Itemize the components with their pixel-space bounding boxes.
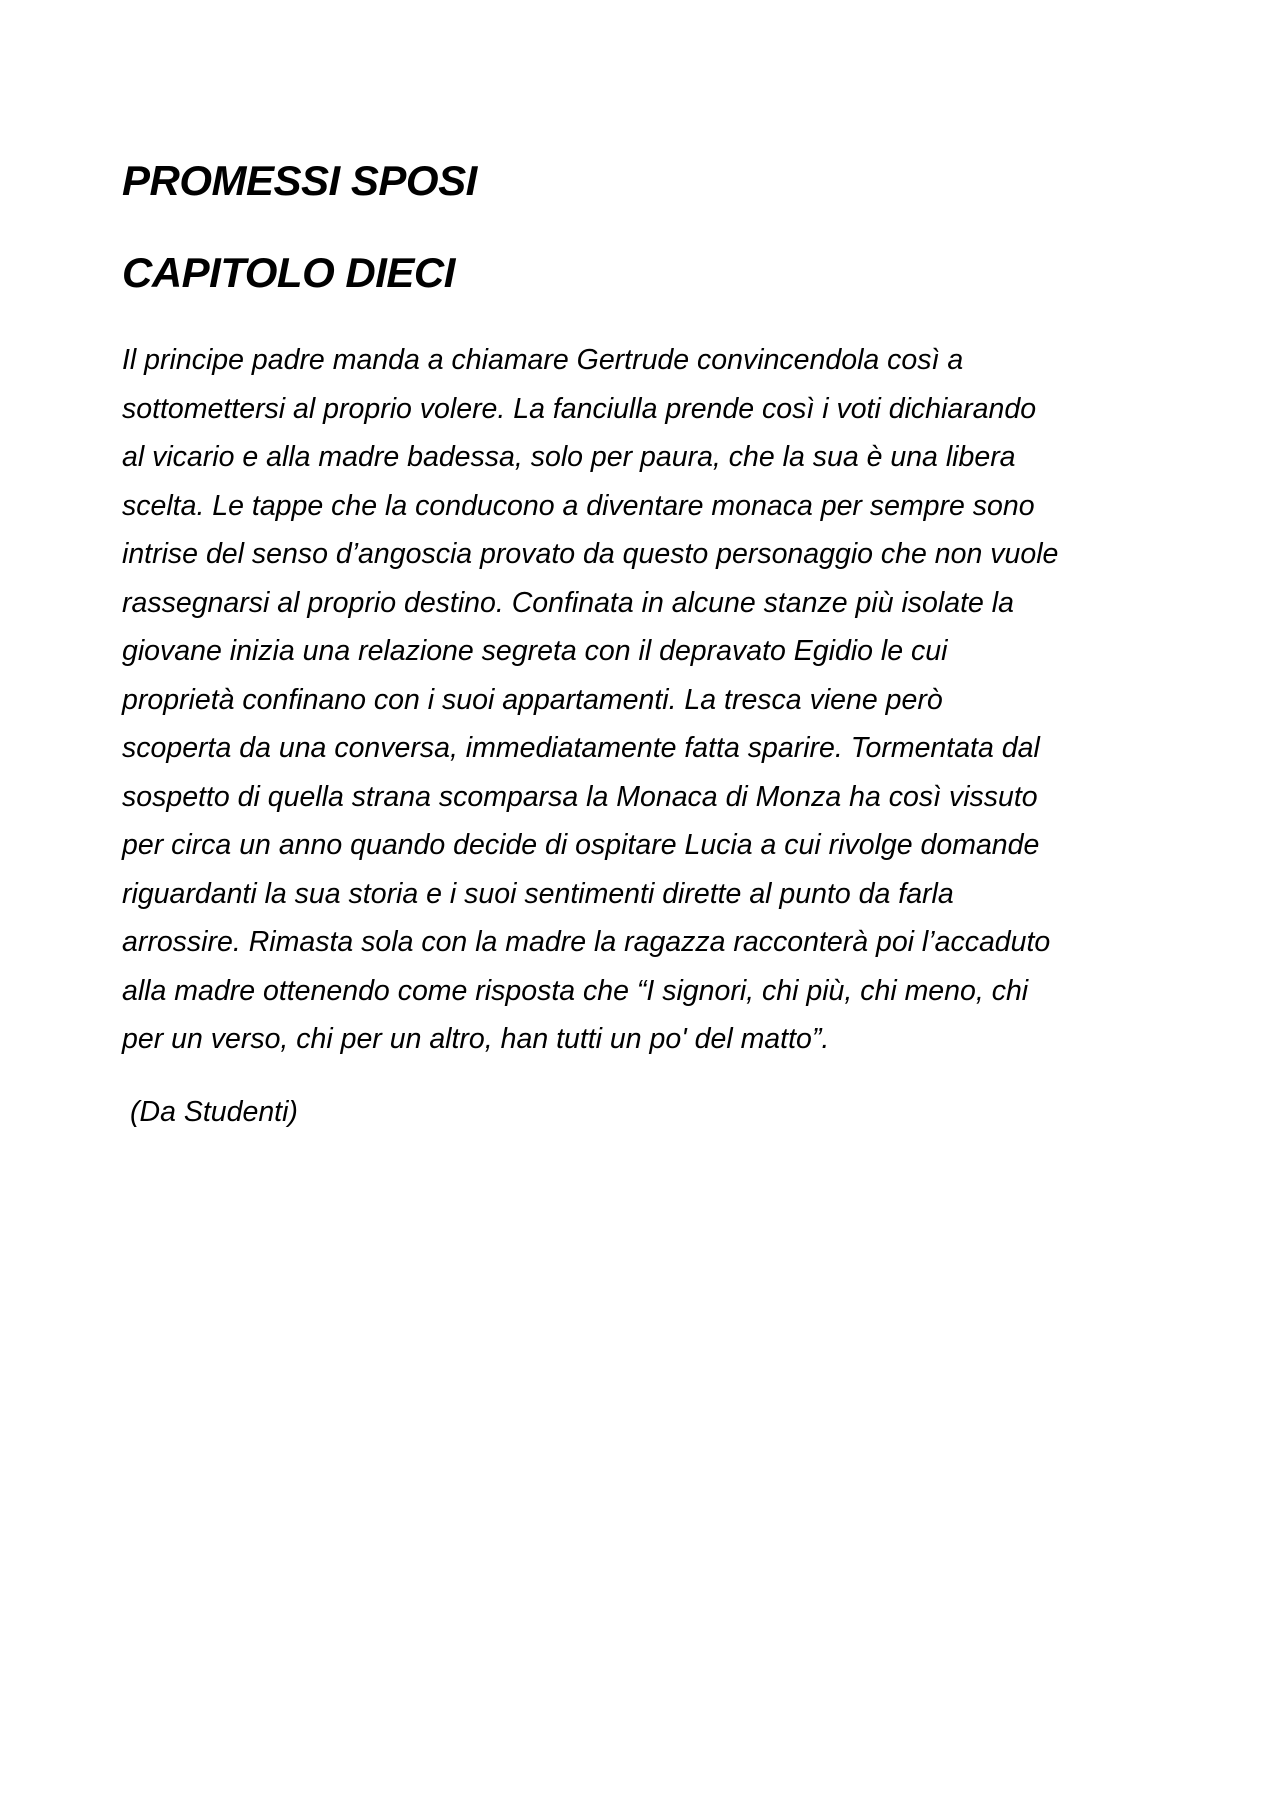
body-line: giovane inizia una relazione segreta con il depravato Egidio le cui xyxy=(122,635,948,667)
body-line: scoperta da una conversa, immediatamente fatta sparire. Tormentata dal xyxy=(122,732,1040,764)
body-line: riguardanti la sua storia e i suoi sentimenti dirette al punto da farla xyxy=(122,877,954,910)
document-content xyxy=(122,157,1172,1136)
attribution: (Da Studenti) xyxy=(130,1095,298,1128)
body-line: rassegnarsi al proprio destino. Confinata in alcune stanze più isolate la xyxy=(122,586,1014,619)
document-title: PROMESSI SPOSI xyxy=(122,157,477,204)
body-line: al vicario e alla madre badessa, solo per paura, che la sua è una libera xyxy=(122,441,1016,473)
body-line: intrise del senso d’angoscia provato da questo personaggio che non vuole xyxy=(122,538,1059,570)
body-line: alla madre ottenendo come risposta che “I signori, chi più, chi meno, chi xyxy=(122,974,1029,1007)
body-paragraph xyxy=(122,336,1172,1064)
body-line: arrossire. Rimasta sola con la madre la ragazza racconterà poi l’accaduto xyxy=(122,926,1051,958)
body-line: per un verso, chi per un altro, han tutti un po' del matto”. xyxy=(122,1023,830,1055)
body-line: sottomettersi al proprio volere. La fanciulla prende così i voti dichiarando xyxy=(122,392,1037,425)
body-line: sospetto di quella strana scomparsa la Monaca di Monza ha così vissuto xyxy=(122,780,1038,813)
body-line: per circa un anno quando decide di ospitare Lucia a cui rivolge domande xyxy=(122,829,1040,861)
body-line: scelta. Le tappe che la conducono a diventare monaca per sempre sono xyxy=(122,489,1035,522)
body-line: Il principe padre manda a chiamare Gertrude convincendola così a xyxy=(122,344,964,376)
body-line: proprietà confinano con i suoi appartamenti. La tresca viene però xyxy=(122,683,943,716)
chapter-title: CAPITOLO DIECI xyxy=(122,249,455,296)
